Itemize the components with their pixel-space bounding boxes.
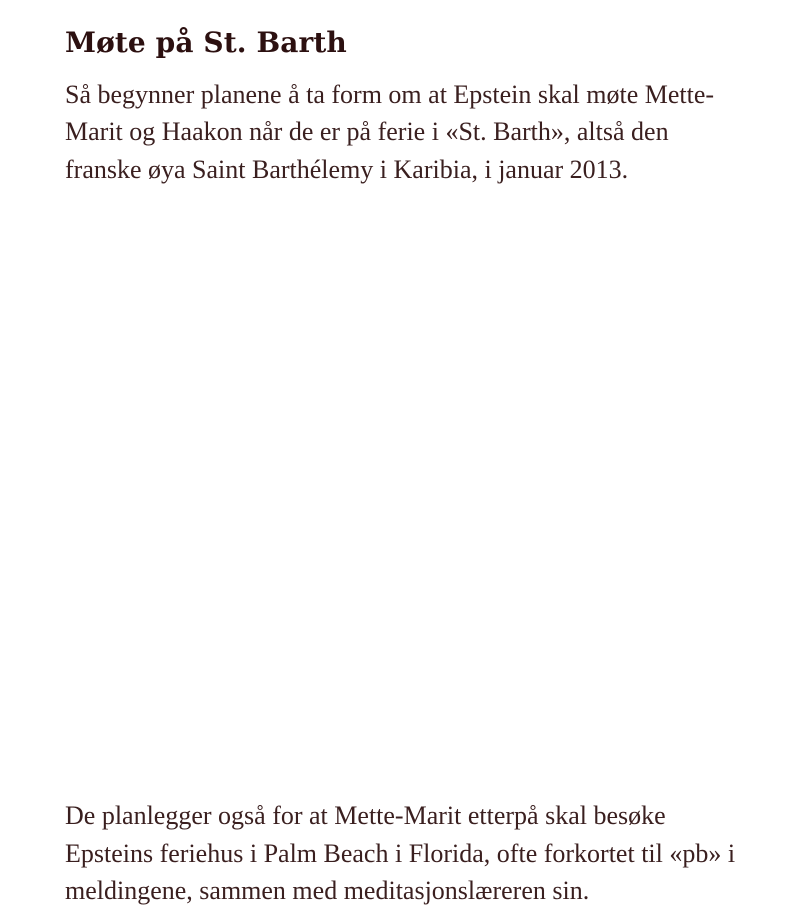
paragraph-closing bbox=[65, 797, 767, 909]
paragraph-line: franske øya Saint Barthélemy i Karibia, i januar 2013. bbox=[65, 154, 629, 184]
paragraph-line: meldingene, sammen med meditasjonslæreren sin. bbox=[65, 876, 590, 906]
empty-media-space bbox=[65, 188, 767, 783]
paragraph-intro bbox=[65, 76, 767, 188]
paragraph-line: Så begynner planene å ta form om at Epstein skal møte Mette- bbox=[65, 80, 715, 109]
paragraph-line: De planlegger også for at Mette-Marit etterpå skal besøke bbox=[65, 801, 666, 831]
paragraph-line: Marit og Haakon når de er på ferie i «St. Barth», altså den bbox=[65, 117, 669, 147]
paragraph-line: Epsteins feriehus i Palm Beach i Florida, ofte forkortet til «pb» i bbox=[65, 838, 736, 868]
section-heading: Møte på St. Barth bbox=[65, 26, 347, 59]
